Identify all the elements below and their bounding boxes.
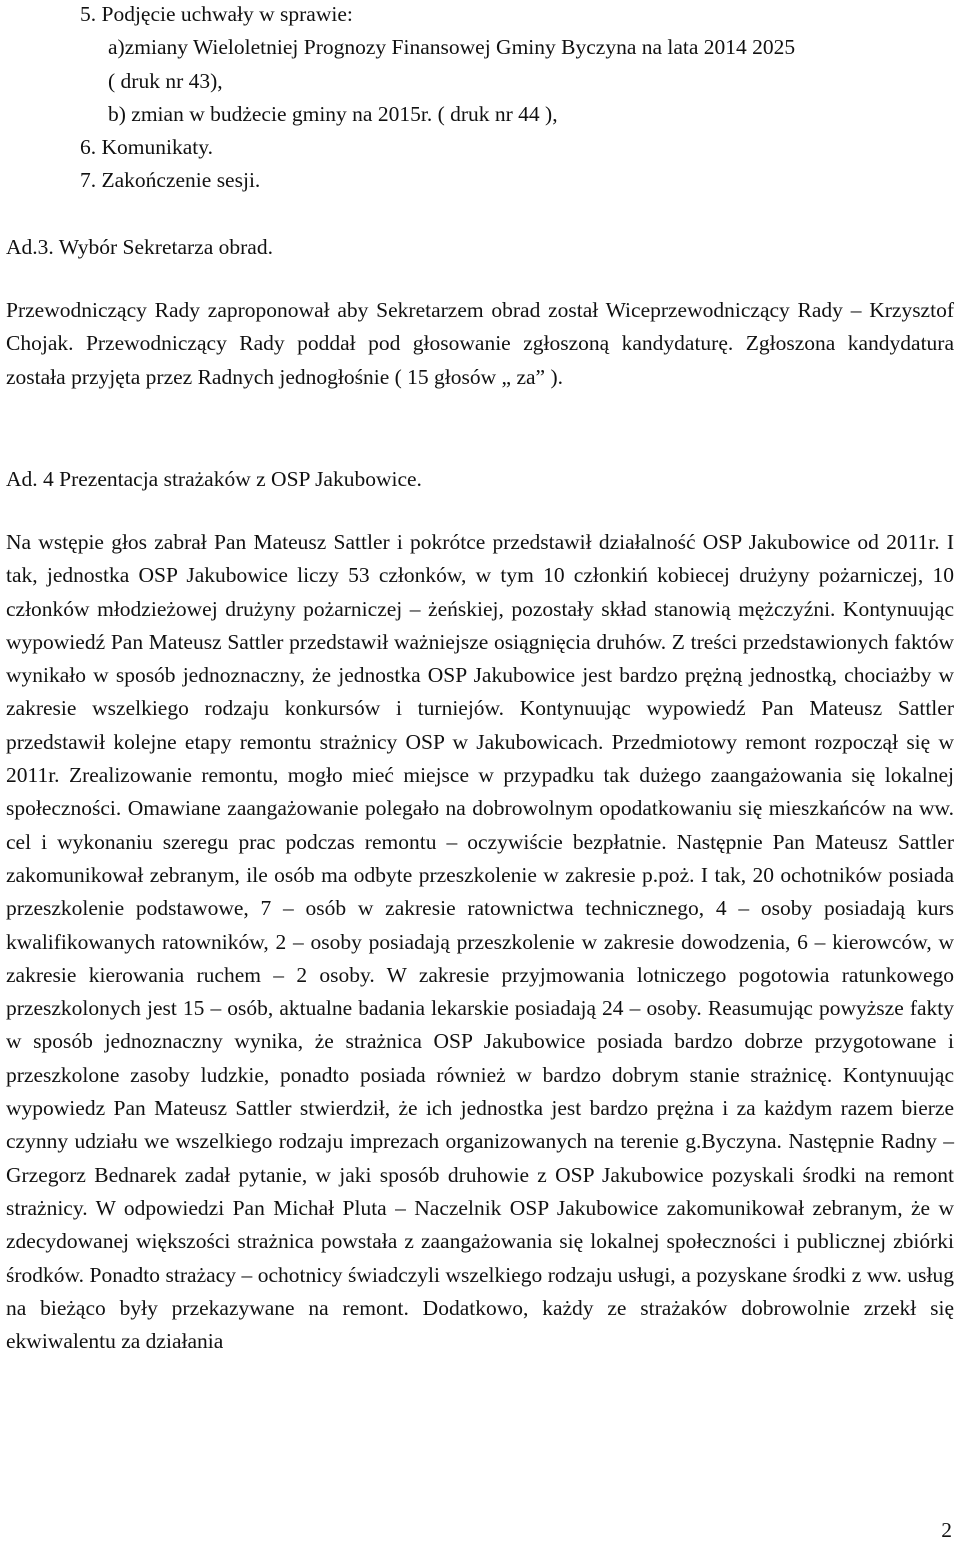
agenda-item-5a: a)zmiany Wieloletniej Prognozy Finansowej Gminy Byczyna na lata 2014 2025 [108,35,796,59]
section-ad4-heading: Ad. 4 Prezentacja strażaków z OSP Jakubowice. [6,467,422,491]
agenda-item-6: 6. Komunikaty. [80,135,213,159]
section-ad4-body: Na wstępie głos zabrał Pan Mateusz Sattler i pokrótce przedstawił działalność OSP Jakubowice od 2011r. I tak, jednostka OSP Jakubowice liczy 53 członków, w tym 10 członkiń kobiecej drużyny pożarniczej, 10 członków młodzieżowej drużyny pożarniczej – żeńskiej, pozostały skład stanowią mężczyźni. Kontynuując wypowiedź Pan Mateusz Sattler przedstawił ważniejsze osiągnięcia druhów. Z treści przedstawionych faktów wynikało w sposób jednoznaczny, że jednostka OSP Jakubowice jest bardzo prężną jednostką, chociażby w zakresie wszelkiego rodzaju konkursów i turniejów. Kontynuując wypowiedź Pan Mateusz Sattler przedstawił kolejne etapy remontu strażnicy OSP w Jakubowicach. Przedmiotowy remont rozpoczął się w 2011r. Zrealizowanie remontu, mogło mieć miejsce w przypadku tak dużego zaangażowania się lokalnej społeczności. Omawiane zaangażowanie polegało na dobrowolnym opodatkowaniu się mieszkańców na ww. cel i wykonaniu szeregu prac podczas remontu – oczywiście bezpłatnie. Następnie Pan Mateusz Sattler zakomunikował zebranym, ile osób ma odbyte przeszkolenie w zakresie p.poż. I tak, 20 ochotników posiada przeszkolenie podstawowe, 7 – osób w zakresie ratownictwa technicznego, 4 – osoby posiadają kurs kwalifikowanych ratowników, 2 – osoby posiadają przeszkolenie w zakresie dowodzenia, 6 – kierowców, w zakresie kierowania ruchem – 2 osoby. W zakresie przyjmowania lotniczego pogotowia ratunkowego przeszkolonych jest 15 – osób, aktualne badania lekarskie posiadają 24 – osoby. Reasumując powyższe fakty w sposób jednoznaczny wynika, że strażnica OSP Jakubowice posiada bardzo dobrze przygotowane i przeszkolone zasoby ludzkie, ponadto posiada również w bardzo dobrym stanie strażnicę. Kontynuując wypowiedz Pan Mateusz Sattler stwierdził, że ich jednostka jest bardzo prężna i za każdym razem bierze czynny udziału we wszelkiego rodzaju imprezach organizowanych na terenie g.Byczyna. Następnie Radny – Grzegorz Bednarek zadał pytanie, w jaki sposób druhowie z OSP Jakubowice pozyskali środki na remont strażnicy. W odpowiedzi Pan Michał Pluta – Naczelnik OSP Jakubowice zakomunikował zebranym, że w zdecydowanej większości strażnica powstała z zaangażowania się lokalnej społeczności i publicznej zbiórki środków. Ponadto strażacy – ochotnicy świadczyli wszelkiego rodzaju usługi, a pozyskane środki z ww. usług na bieżąco były przekazywane na remont. Dodatkowo, każdy ze strażaków dobrowolnie zrzekł się ekwiwalentu za działania [6,530,954,1354]
agenda-item-5-title: 5. Podjęcie uchwały w sprawie: [80,2,353,26]
agenda-item-7: 7. Zakończenie sesji. [80,168,261,192]
agenda-item-5b: b) zmian w budżecie gminy na 2015r. ( druk nr 44 ), [108,102,558,126]
section-ad3-body: Przewodniczący Rady zaproponował aby Sekretarzem obrad został Wiceprzewodniczący Rady – Krzysztof Chojak. Przewodniczący Rady poddał pod głosowanie zgłoszoną kandydaturę. Zgłoszona kandydatura została przyjęta przez Radnych jednogłośnie ( 15 głosów „ za” ). [6,298,954,389]
agenda-item-5a-continued: ( druk nr 43), [108,69,223,93]
section-ad3-heading: Ad.3. Wybór Sekretarza obrad. [6,235,273,259]
page-number: 2 [941,1518,952,1542]
